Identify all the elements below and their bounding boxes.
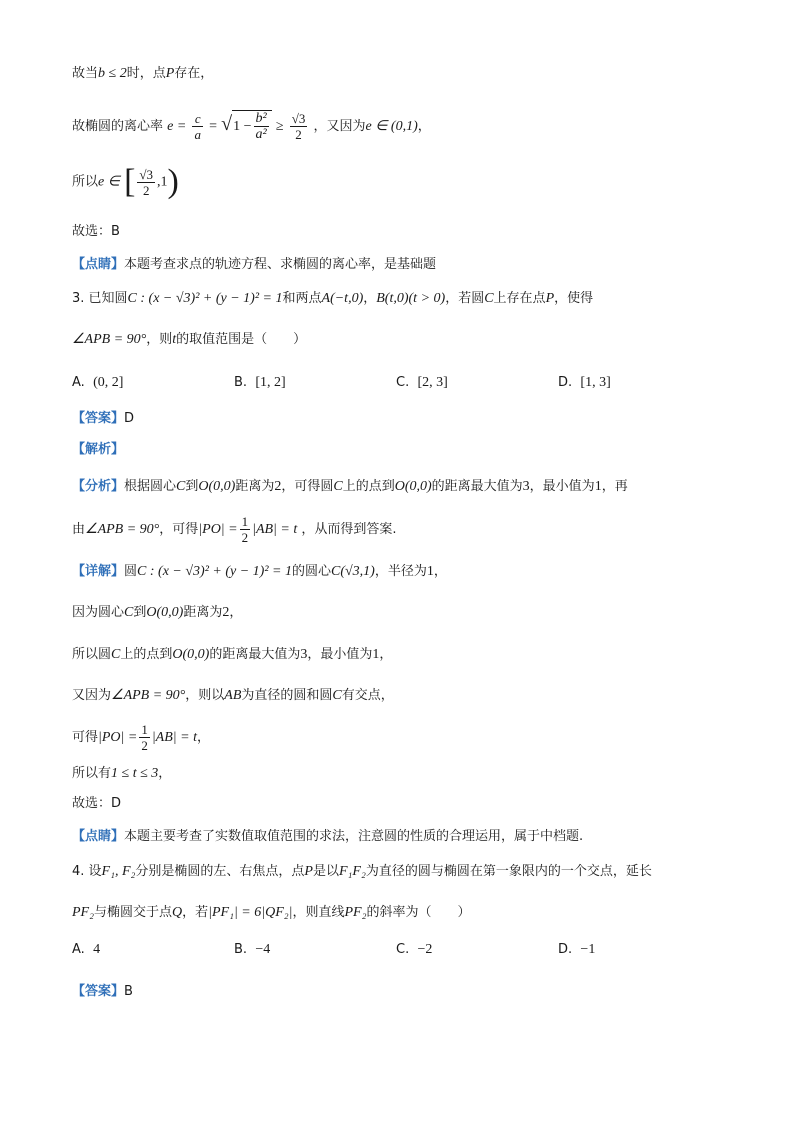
text: ，使得 <box>554 291 594 306</box>
text: ， <box>417 119 431 134</box>
text: 3. 已知圆 <box>72 291 128 306</box>
math: C <box>484 291 494 306</box>
analysis-line <box>72 440 124 460</box>
answer-line <box>72 409 134 429</box>
fraction: $\frac{√3}{2}$ <box>291 111 306 142</box>
fraction: $\frac{1}{2}$ <box>141 722 148 753</box>
analysis-tag: 【解析】 <box>72 442 125 457</box>
text: 时，点 <box>126 66 166 81</box>
option-a: A. (0, 2] <box>72 375 124 390</box>
text: 的取值范围是（ ） <box>176 332 307 347</box>
text: ，又因为 <box>313 119 366 134</box>
text: 存在， <box>174 66 214 81</box>
question-4-stem: 4. 设F₁, F₂分别是椭圆的左、右焦点，点P是以F₁F₂为直径的圆与椭圆在第一象限内的一个交点，延长 <box>72 864 652 879</box>
detail-text: 【详解】圆C : (x − √3)² + (y − 1)² = 1的圆心C(√3,1)，半径为1， <box>72 564 447 579</box>
detail-text: 故选：D <box>72 796 122 811</box>
answer-value: D <box>124 411 135 426</box>
text-line <box>72 104 431 147</box>
detail-text: 又因为∠APB = 90°，则以AB为直径的圆和圆C有交点， <box>72 688 394 703</box>
fraction: $\frac{√3}{2}$ <box>139 166 154 198</box>
xiangjie-tag: 【详解】 <box>72 564 125 579</box>
question-4-stem: PF₂与椭圆交于点Q，若|PF₁| = 6|QF₂|，则直线PF₂的斜率为（ ） <box>72 905 471 920</box>
dianjing-tag: 【点睛】 <box>72 257 125 272</box>
math: ≥ <box>275 119 284 134</box>
bracket-left: [ <box>124 163 136 200</box>
option-d: D. [1, 3] <box>558 375 611 390</box>
option-c: C. [2, 3] <box>396 375 448 390</box>
math: C : (x − √3)² + (y − 1)² = 1 <box>127 291 283 306</box>
math: P <box>165 66 175 81</box>
answer-tag: 【答案】 <box>72 984 125 999</box>
option-a: A. 4 <box>72 942 101 957</box>
sqrt-content: 1 − $\frac{\text{b²}}{\text{a²}}$ <box>232 110 272 143</box>
detail-text: 所以有1 ≤ t ≤ 3， <box>72 766 172 781</box>
math: ,1 <box>157 174 168 190</box>
text: 本题考查求点的轨迹方程、求椭圆的离心率，是基础题 <box>124 257 437 272</box>
option-b: B. [1, 2] <box>234 375 286 390</box>
question-3-stem <box>72 330 306 350</box>
bracket-right: ) <box>167 163 179 200</box>
text-line <box>72 64 213 84</box>
analysis-text: 由∠APB = 90°，可得|PO| = $\frac{1}{2}$ |AB| = t ，从而得到答案. <box>72 514 397 545</box>
math: e = <box>167 119 187 134</box>
detail-text: 所以圆C上的点到O(0,0)的距离最大值为3，最小值为1， <box>72 647 393 662</box>
radical-sign: √ <box>221 113 233 135</box>
math: e ∈ <box>98 174 120 190</box>
math: e ∈ (0,1) <box>365 119 418 134</box>
answer-value: B <box>124 984 133 999</box>
answer-tag: 【答案】 <box>72 411 125 426</box>
text: ，若圆 <box>445 291 485 306</box>
math: b ≤ 2 <box>98 66 127 81</box>
text-line <box>72 255 436 275</box>
option-c: C. −2 <box>396 942 433 957</box>
fraction: $\frac{1}{2}$ <box>241 514 249 545</box>
fraction: $\frac{c}{a}$ <box>194 111 201 142</box>
math: B(t,0)(t > 0) <box>376 291 446 306</box>
math: P <box>545 291 555 306</box>
fraction: $\frac{\text{b²}}{\text{a²}}$ <box>255 111 267 142</box>
text: 故当 <box>72 66 99 81</box>
question-3-stem <box>72 289 593 309</box>
option-d: D. −1 <box>558 942 596 957</box>
text: 上存在点 <box>493 291 546 306</box>
analysis-text: 【分析】根据圆心C到O(0,0)距离为2，可得圆C上的点到O(0,0)的距离最大值为3，最小值为1，再 <box>72 479 628 494</box>
text-line: 故选：B <box>72 224 120 239</box>
text: 故椭圆的离心率 <box>72 119 164 134</box>
math: t <box>172 332 177 347</box>
fenxi-tag: 【分析】 <box>72 479 125 494</box>
text: 所以 <box>72 174 99 190</box>
answer-line <box>72 982 133 1002</box>
detail-text: 可得|PO| = $\frac{1}{2}$ |AB| = t， <box>72 722 210 753</box>
text-line <box>72 160 179 205</box>
text: 和两点 <box>282 291 322 306</box>
dianjing-line: 【点睛】本题主要考查了实数值取值范围的求法，注意圆的性质的合理运用，属于中档题. <box>72 829 584 844</box>
dianjing-tag: 【点睛】 <box>72 829 125 844</box>
math: A(−t,0) <box>321 291 364 306</box>
math: ∠APB = 90° <box>72 332 147 347</box>
text: ， <box>363 291 377 306</box>
detail-text: 因为圆心C到O(0,0)距离为2， <box>72 605 243 620</box>
math: = <box>209 119 218 134</box>
option-b: B. −4 <box>234 942 271 957</box>
text: ，则 <box>146 332 173 347</box>
